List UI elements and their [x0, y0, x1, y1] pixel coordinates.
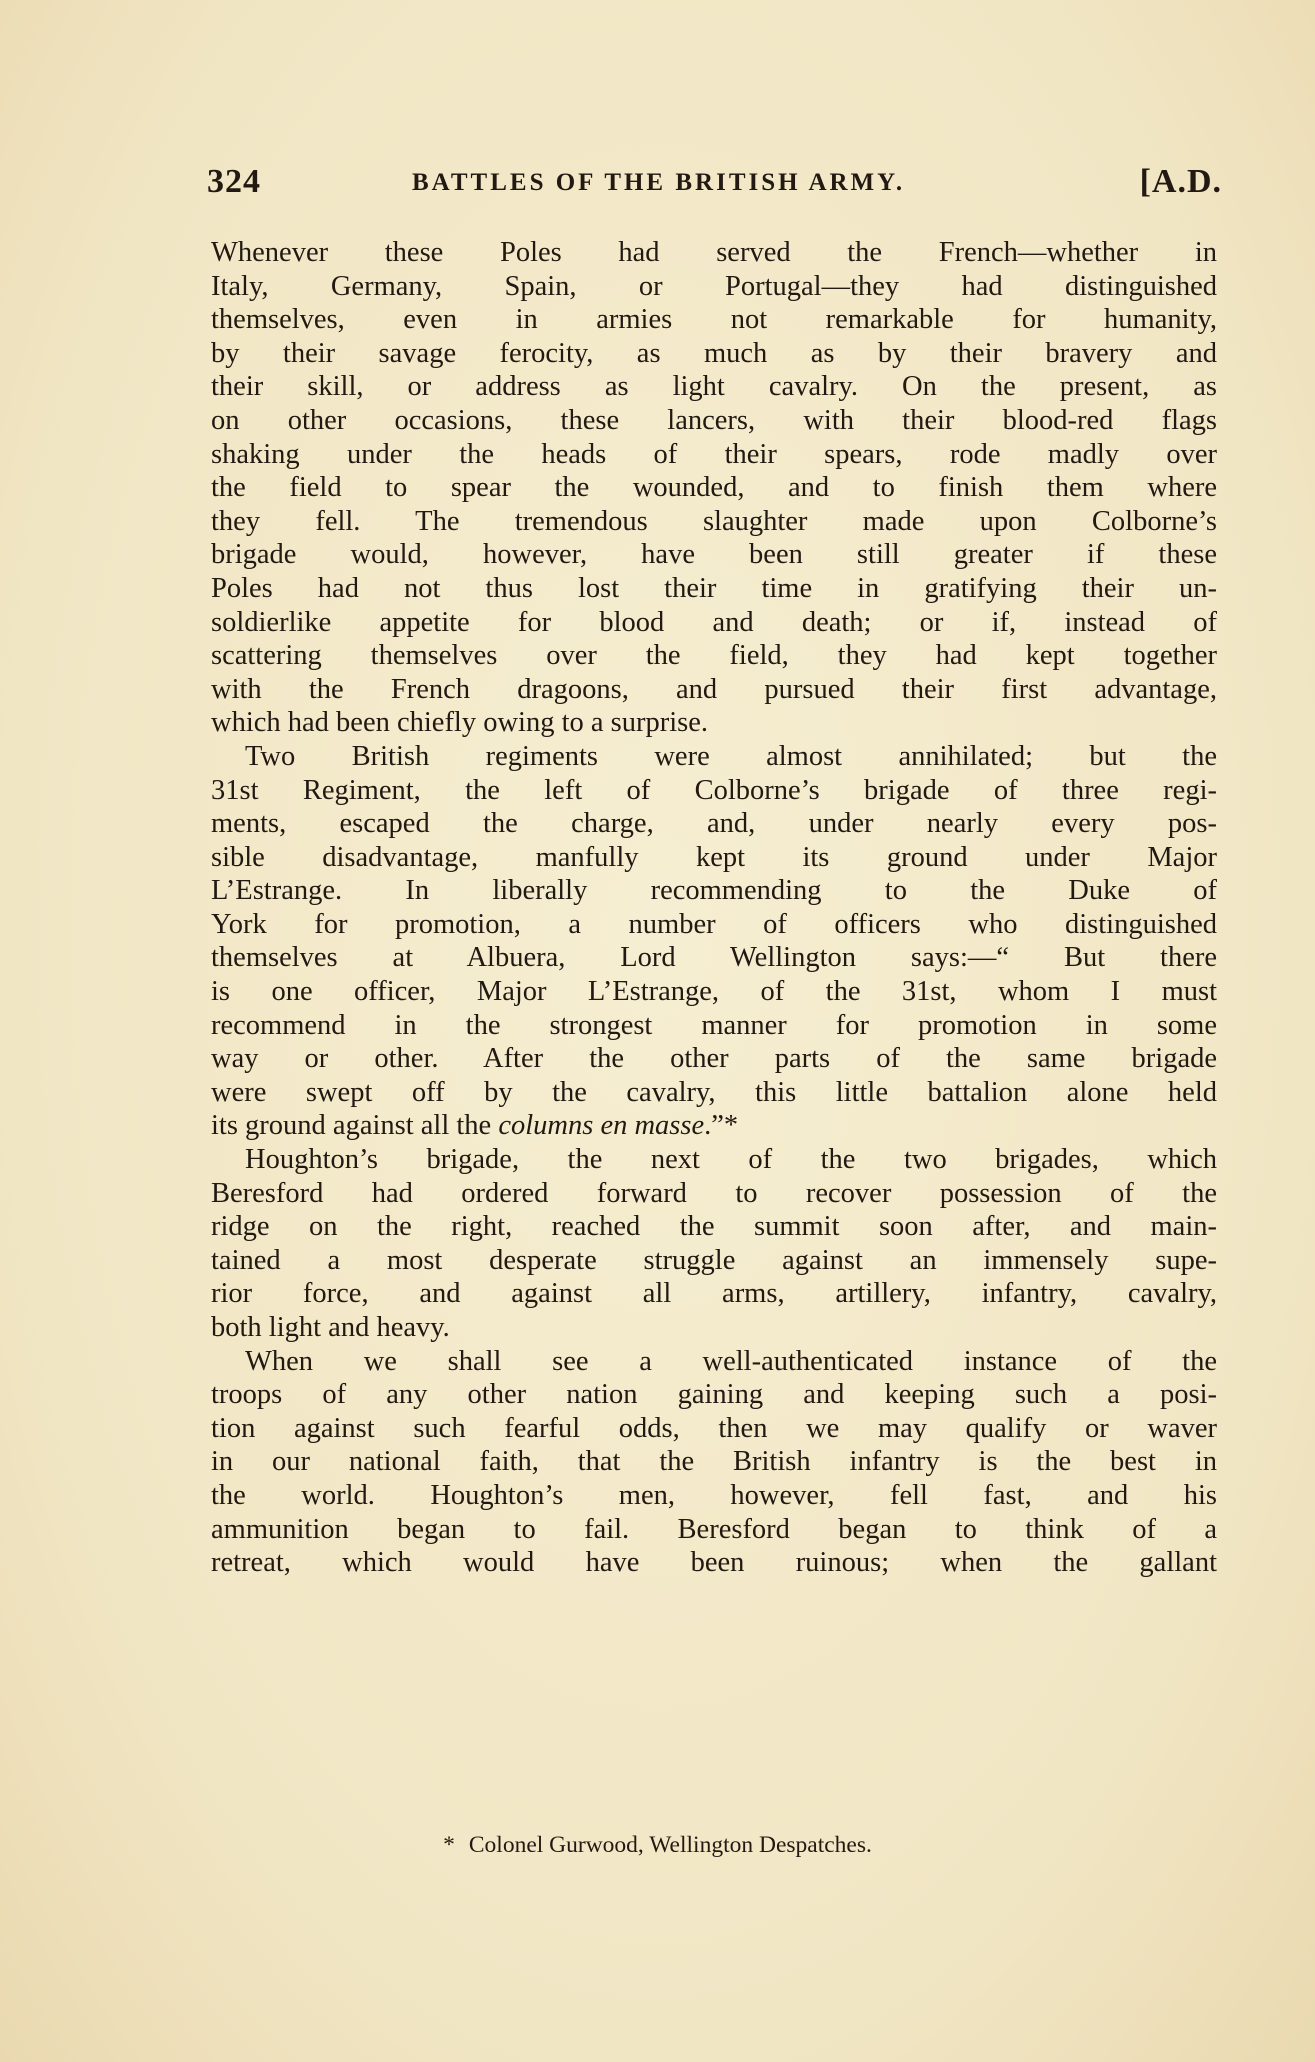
text-line: York for promotion, a number of officers who distinguished: [211, 908, 1217, 940]
text-line: the field to spear the wounded, and to finish them where: [211, 472, 1217, 504]
text-line: recommend in the strongest manner for promotion in some: [211, 1009, 1217, 1041]
page-number: 324: [207, 163, 261, 200]
text-line: 31st Regiment, the left of Colborne’s brigade of three regi-: [211, 774, 1217, 806]
text-line: in our national faith, that the British infantry is the best in: [211, 1446, 1217, 1478]
text-line: tained a most desperate struggle against an immensely supe-: [211, 1244, 1217, 1276]
text-line: Italy, Germany, Spain, or Portugal—they had distinguished: [211, 270, 1217, 302]
text-line: on other occasions, these lancers, with their blood-red flags: [211, 404, 1217, 436]
text-line: by their savage ferocity, as much as by their bravery and: [211, 337, 1217, 369]
text-line: When we shall see a well-authenticated instance of the: [245, 1345, 1217, 1377]
text-line: themselves at Albuera, Lord Wellington says:—“ But there: [211, 942, 1217, 974]
text-line: is one officer, Major L’Estrange, of the 31st, whom I must: [211, 976, 1217, 1008]
text-line: the world. Houghton’s men, however, fell fast, and his: [211, 1479, 1217, 1511]
text-line: L’Estrange. In liberally recommending to the Duke of: [211, 875, 1217, 907]
text-line: troops of any other nation gaining and keeping such a posi-: [211, 1379, 1217, 1411]
text-line: both light and heavy.: [211, 1312, 450, 1343]
text-line: rior force, and against all arms, artillery, infantry, cavalry,: [211, 1278, 1217, 1310]
text-line: soldierlike appetite for blood and death; or if, instead of: [211, 606, 1217, 638]
running-head: BATTLES OF THE BRITISH ARMY.: [412, 169, 906, 196]
text-line: Houghton’s brigade, the next of the two brigades, which: [245, 1144, 1217, 1176]
text-line-with-italic: [211, 1109, 1217, 1143]
footnote-mark: *: [443, 1832, 455, 1858]
text-line: scattering themselves over the field, they had kept together: [211, 640, 1217, 672]
text-line: were swept off by the cavalry, this little battalion alone held: [211, 1076, 1217, 1108]
text-line: ridge on the right, reached the summit soon after, and main-: [211, 1211, 1217, 1243]
text-line: Two British regiments were almost annihilated; but the: [245, 740, 1217, 772]
page-header: [207, 163, 1222, 207]
text-line: Whenever these Poles had served the French—whether in: [211, 237, 1217, 268]
text-line: sible disadvantage, manfully kept its ground under Major: [211, 841, 1217, 873]
text-line: tion against such fearful odds, then we may qualify or waver: [211, 1412, 1217, 1444]
text-line: which had been chiefly owing to a surprise.: [211, 707, 709, 739]
footnote: [0, 1830, 1315, 1860]
text-line: retreat, which would have been ruinous; when the gallant: [211, 1547, 1217, 1579]
text-fragment: its ground against all the: [211, 1110, 499, 1142]
text-line: ments, escaped the charge, and, under nearly every pos-: [211, 808, 1217, 840]
text-line: brigade would, however, have been still greater if these: [211, 539, 1217, 571]
text-line: ammunition began to fail. Beresford began to think of a: [211, 1513, 1217, 1545]
text-line: Beresford had ordered forward to recover possession of the: [211, 1177, 1217, 1209]
text-line: with the French dragoons, and pursued their first advantage,: [211, 673, 1217, 705]
italic-phrase: columns en masse: [498, 1110, 705, 1142]
footnote-text: Colonel Gurwood, Wellington Despatches.: [468, 1832, 872, 1858]
text-line: way or other. After the other parts of the same brigade: [211, 1043, 1217, 1075]
text-line: their skill, or address as light cavalry. On the present, as: [211, 371, 1217, 403]
header-date-marker: [A.D.: [1139, 163, 1222, 200]
text-line: shaking under the heads of their spears, rode madly over: [211, 438, 1217, 470]
text-line: they fell. The tremendous slaughter made upon Colborne’s: [211, 505, 1217, 537]
text-fragment: .”*: [704, 1110, 739, 1142]
text-line: Poles had not thus lost their time in gratifying their un-: [211, 572, 1217, 604]
text-line: themselves, even in armies not remarkable for humanity,: [211, 304, 1217, 336]
body-text: [211, 236, 1217, 1580]
